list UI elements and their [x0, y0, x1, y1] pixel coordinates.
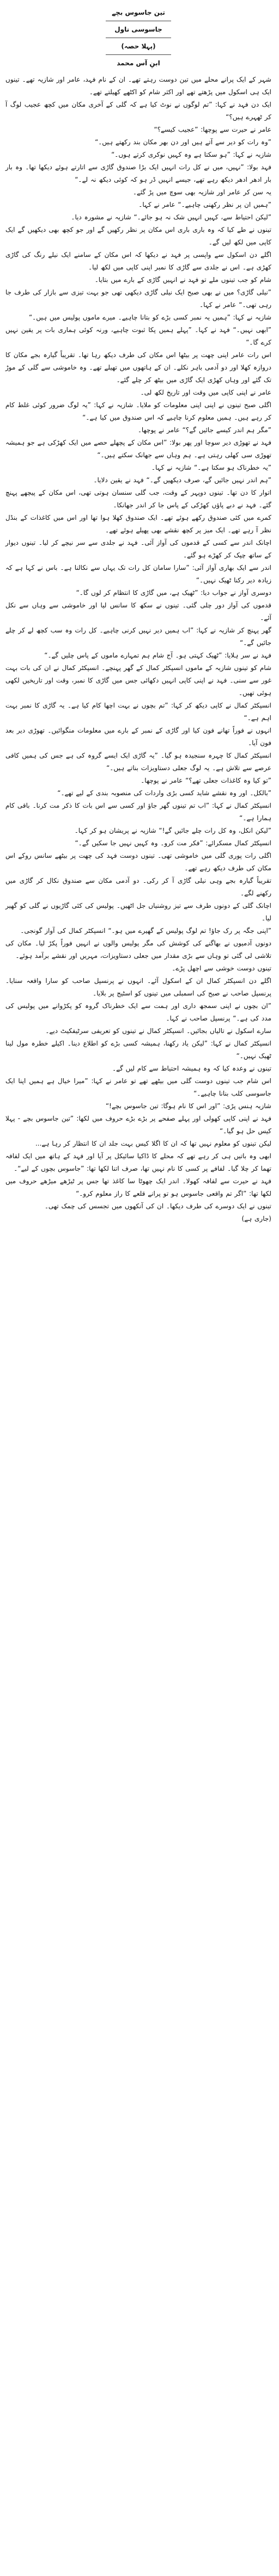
- story-paragraph: شام کو جب تینوں ملے تو فہد نے انہیں گاڑی کے بارے میں بتایا۔: [94, 276, 271, 284]
- story-part: (پہلا حصہ): [121, 42, 156, 50]
- story-header: [5, 8, 271, 68]
- story-paragraph: کمرے میں کئی صندوق رکھے ہوئے تھے۔ ایک صندوق کھلا ہوا تھا اور اس میں کاغذات کے بنڈل نظر آ رہے تھے۔ ایک میز پر کچھ نقشے بھی پھیلے ہوئے تھے۔: [5, 514, 271, 534]
- story-paragraph: انسپکٹر کمال نے کہا: ”اب تم تینوں گھر جاؤ اور کسی سے اس بات کا ذکر مت کرنا۔ باقی کام ہمارا ہے۔“: [5, 802, 271, 822]
- story-paragraph: شازیہ نے کہا: ”ہمیں یہ نمبر کسی بڑے کو بتانا چاہیے۔ میرے ماموں پولیس میں ہیں۔“: [28, 313, 271, 321]
- story-body: [5, 73, 271, 1225]
- story-paragraph: اس شام جب تینوں دوست گلی میں بیٹھے تھے تو عامر نے کہا: ”میرا خیال ہے ہمیں اپنا ایک جاسوسی کلب بنانا چاہیے۔“: [5, 1077, 271, 1097]
- story-paragraph: ”لیکن انکل، وہ کل رات چلے جائیں گے!“ شازیہ نے پریشان ہو کر کہا۔: [74, 827, 271, 834]
- story-paragraph: انسپکٹر کمال نے کہا: ”لیکن یاد رکھنا، ہمیشہ کسی بڑے کو اطلاع دینا۔ اکیلے خطرہ مول لینا ٹھیک نہیں۔“: [5, 1040, 271, 1060]
- story-paragraph: شازیہ ہنس پڑی: ”اور اس کا نام ہوگا: تین جاسوس بچے!“: [105, 1102, 271, 1110]
- story-paragraph: یہ سن کر عامر اور شازیہ بھی سوچ میں پڑ گئے۔: [132, 188, 271, 196]
- story-paragraph: (جاری ہے): [241, 1215, 271, 1222]
- story-paragraph: فہد نے اپنی کاپی کھولی اور پہلے صفحے پر بڑے بڑے حروف میں لکھا: ”تین جاسوس بچے - پہلا کیس حل ہو گیا۔“: [5, 1115, 271, 1135]
- story-paragraph: تینوں نے طے کیا کہ وہ باری باری اس مکان پر نظر رکھیں گے اور جو کچھ بھی دیکھیں گے ایک کاپی میں لکھ لیں گے۔: [5, 226, 271, 246]
- story-paragraph: شام کو تینوں شازیہ کے ماموں انسپکٹر کمال کے گھر پہنچے۔ انسپکٹر کمال نے ان کی بات بہت غور سے سنی۔ فہد نے اپنی کاپی انہیں دکھائی جس میں گاڑی کا نمبر، وقت اور تاریخیں لکھی ہوئی تھیں۔: [5, 664, 271, 697]
- story-paragraph: اچانک اندر سے کسی کے قدموں کی آواز آئی۔ فہد نے جلدی سے سر نیچے کر لیا۔ تینوں دیوار کے ساتھ چپک کر کھڑے ہو گئے۔: [5, 539, 271, 559]
- story-paragraph: لیکن تینوں کو معلوم نہیں تھا کہ ان کا اگلا کیس بہت جلد ان کا انتظار کر رہا ہے...: [35, 1140, 271, 1147]
- story-paragraph: ”نیلی گاڑی؟ میں نے بھی صبح ایک نیلی گاڑی دیکھی تھی جو بہت تیزی سے بازار کی طرف جا رہی تھی۔“ عامر نے کہا۔: [5, 288, 271, 309]
- story-author: ابنِ آس محمد: [117, 59, 160, 67]
- story-paragraph: تقریباً گیارہ بجے وہی نیلی گاڑی آ کر رکی۔ دو آدمی مکان سے صندوق نکال کر گاڑی میں رکھنے لگے۔: [5, 877, 271, 897]
- story-paragraph: اگلے دن انسپکٹر کمال ان کے اسکول آئے۔ انہوں نے پرنسپل صاحب کو سارا واقعہ سنایا۔ پرنسپل صاحب نے صبح کی اسمبلی میں تینوں کو اسٹیج پر بلایا۔: [5, 977, 271, 997]
- header-divider: [106, 54, 171, 55]
- story-paragraph: ابھی وہ باتیں ہی کر رہے تھے کہ محلے کا ڈاکیا سائیکل پر آیا اور فہد کے ہاتھ میں ایک لفافہ تھما کر چلا گیا۔ لفافے پر کسی کا نام نہیں تھا، صرف اتنا لکھا تھا: ”جاسوس بچوں کے لیے“۔: [5, 1152, 271, 1172]
- story-paragraph: دوسری آواز نے جواب دیا: ”ٹھیک ہے، میں گاڑی کا انتظام کر لوں گا۔“: [76, 589, 271, 597]
- story-paragraph: قدموں کی آواز دور چلی گئی۔ تینوں نے سکھ کا سانس لیا اور خاموشی سے وہاں سے نکل آئے۔: [5, 601, 271, 622]
- story-paragraph: ”ہم اندر نہیں جائیں گے، صرف دیکھیں گے۔“ فہد نے یقین دلایا۔: [93, 476, 271, 484]
- story-paragraph: ایک دن فہد نے کہا: ”تم لوگوں نے نوٹ کیا ہے کہ گلی کے آخری مکان میں کچھ عجیب لوگ آ کر ٹھہرے ہیں؟“: [5, 101, 271, 121]
- story-paragraph: انسپکٹر کمال کا چہرہ سنجیدہ ہو گیا۔ ”یہ گاڑی ایک ایسے گروہ کی ہے جس کی ہمیں کافی عرصے سے تلاش ہے۔ یہ لوگ جعلی دستاویزات بناتے ہیں۔“: [5, 752, 271, 772]
- story-paragraph: ”ہمیں ان پر نظر رکھنی چاہیے۔“ عامر نے کہا۔: [138, 201, 271, 208]
- story-paragraph: دونوں آدمیوں نے بھاگنے کی کوشش کی مگر پولیس والوں نے انہیں فوراً پکڑ لیا۔ مکان کی تلاشی لی گئی تو وہاں سے بڑی مقدار میں جعلی دستاویزات، مہریں اور نقشے برآمد ہوئے۔: [5, 939, 271, 960]
- story-paragraph: انسپکٹر کمال نے کاپی دیکھ کر کہا: ”تم بچوں نے بہت اچھا کام کیا ہے۔ یہ گاڑی کا نمبر بہت اہم ہے۔“: [5, 702, 271, 722]
- story-paragraph: اتوار کا دن تھا۔ تینوں دوپہر کے وقت، جب گلی سنسان ہوتی تھی، اس مکان کے پیچھے پہنچ گئے۔ فہد نے دبے پاؤں کھڑکی کے پاس جا کر اندر جھانکا۔: [5, 489, 271, 509]
- story-paragraph: شازیہ نے کہا: ”ہو سکتا ہے وہ کہیں نوکری کرتے ہوں۔“: [111, 151, 271, 158]
- story-paragraph: اگلے دن اسکول سے واپسی پر فہد نے دیکھا کہ اس مکان کے سامنے ایک نیلے رنگ کی گاڑی کھڑی ہے۔ اس نے جلدی سے گاڑی کا نمبر اپنی کاپی میں لکھ لیا۔: [5, 251, 271, 271]
- story-paragraph: اچانک گلی کے دونوں طرف سے تیز روشنیاں جل اٹھیں۔ پولیس کی کئی گاڑیوں نے گلی کو گھیر لیا۔: [5, 902, 271, 922]
- story-paragraph: ”مگر ہم اندر کیسے جائیں گے؟“ عامر نے پوچھا۔: [137, 426, 271, 434]
- story-title: تین جاسوس بچے: [112, 9, 165, 16]
- story-paragraph: فہد بولا: ”نہیں، میں نے کل رات انہیں ایک بڑا صندوق گاڑی سے اتارتے ہوئے دیکھا تھا۔ وہ بار بار ادھر ادھر دیکھ رہے تھے، جیسے انہیں ڈر ہو کہ کوئی دیکھ نہ لے۔“: [5, 163, 271, 183]
- story-paragraph: ”وہ رات کو دیر سے آتے ہیں اور دن بھر مکان بند رکھتے ہیں۔“: [95, 138, 271, 146]
- story-paragraph: ”بالکل۔ اور وہ نقشے شاید کسی بڑی واردات کی منصوبہ بندی کے لیے تھے۔“: [57, 789, 271, 797]
- story-paragraph: شہر کے ایک پرانے محلے میں تین دوست رہتے تھے۔ ان کے نام فہد، عامر اور شازیہ تھے۔ تینوں ایک ہی اسکول میں پڑھتے تھے اور اکثر شام کو اکٹھے کھیلتے تھے۔: [5, 76, 271, 96]
- story-paragraph: فہد نے تھوڑی دیر سوچا اور پھر بولا: ”اس مکان کے پچھلے حصے میں ایک کھڑکی ہے جو ہمیشہ تھوڑی سی کھلی رہتی ہے۔ ہم وہاں سے جھانک سکتے ہیں۔“: [5, 439, 271, 459]
- story-paragraph: تینوں نے وعدہ کیا کہ وہ ہمیشہ احتیاط سے کام لیں گے۔: [112, 1065, 271, 1072]
- story-paragraph: عامر نے اپنی کاپی میں وقت اور تاریخ لکھ لی۔: [140, 389, 271, 396]
- story-paragraph: عامر نے حیرت سے پوچھا: ”عجیب کیسے؟“: [154, 126, 271, 133]
- story-paragraph: اس رات عامر اپنی چھت پر بیٹھا اس مکان کی طرف دیکھ رہا تھا۔ تقریباً گیارہ بجے مکان کا دروازہ کھلا اور دو آدمی باہر نکلے۔ ان کے ہاتھوں میں تھیلے تھے۔ وہ خاموشی سے گلی کے موڑ تک گئے اور وہاں کھڑی ایک گاڑی میں بیٹھ کر چلے گئے۔: [5, 351, 271, 384]
- story-paragraph: اگلی صبح تینوں نے اپنی اپنی معلومات کو ملایا۔ شازیہ نے کہا: ”یہ لوگ ضرور کوئی غلط کام کر رہے ہیں۔ ہمیں معلوم کرنا چاہیے کہ اس صندوق میں کیا ہے۔“: [5, 401, 271, 421]
- story-series: جاسوسی ناول: [114, 26, 162, 33]
- story-paragraph: ”ان بچوں نے اپنی سمجھ داری اور ہمت سے ایک خطرناک گروہ کو پکڑوانے میں پولیس کی مدد کی ہے۔“ پرنسپل صاحب نے کہا۔: [5, 1002, 271, 1022]
- story-paragraph: اندر سے ایک بھاری آواز آئی: ”سارا سامان کل رات تک یہاں سے نکالنا ہے۔ باس نے کہا ہے کہ زیادہ دیر رکنا ٹھیک نہیں۔“: [5, 564, 271, 584]
- story-paragraph: ”لیکن احتیاط سے، کہیں انہیں شک نہ ہو جائے۔“ شازیہ نے مشورہ دیا۔: [71, 213, 271, 221]
- story-paragraph: سارے اسکول نے تالیاں بجائیں۔ انسپکٹر کمال نے تینوں کو تعریفی سرٹیفکیٹ دیے۔: [45, 1027, 271, 1035]
- story-paragraph: ”تو کیا وہ کاغذات جعلی تھے؟“ عامر نے پوچھا۔: [141, 777, 271, 784]
- story-paragraph: ”ابھی نہیں۔“ فہد نے کہا۔ ”پہلے ہمیں پکا ثبوت چاہیے، ورنہ کوئی ہماری بات پر یقین نہیں کرے گا۔“: [5, 326, 271, 346]
- story-paragraph: تینوں نے ایک دوسرے کی طرف دیکھا۔ ان کی آنکھوں میں تجسس کی چمک تھی۔: [44, 1202, 271, 1210]
- story-paragraph: گھر پہنچ کر شازیہ نے کہا: ”اب ہمیں دیر نہیں کرنی چاہیے۔ کل رات وہ سب کچھ لے کر چلے جائیں گے۔“: [5, 626, 271, 647]
- story-paragraph: انہوں نے فوراً تھانے فون کیا اور گاڑی کے نمبر کے بارے میں معلومات منگوائیں۔ تھوڑی دیر بعد فون آیا۔: [5, 727, 271, 747]
- story-paragraph: انسپکٹر کمال مسکرائے: ”فکر مت کرو۔ وہ کہیں نہیں جا سکیں گے۔“: [75, 839, 271, 847]
- story-paragraph: تینوں دوست خوشی سے اچھل پڑے۔: [172, 964, 271, 972]
- story-paragraph: ”یہ خطرناک ہو سکتا ہے۔“ شازیہ نے کہا۔: [151, 464, 271, 471]
- story-paragraph: ”اپنی جگہ پر رک جاؤ! تم لوگ پولیس کے گھیرے میں ہو۔“ انسپکٹر کمال کی آواز گونجی۔: [20, 927, 271, 935]
- story-paragraph: فہد نے سر ہلایا: ”ٹھیک کہتی ہو۔ آج شام ہم تمہارے ماموں کے پاس چلیں گے۔“: [44, 651, 271, 659]
- story-paragraph: فہد نے حیرت سے لفافہ کھولا۔ اندر ایک چھوٹا سا کاغذ تھا جس پر ٹیڑھے میڑھے حروف میں لکھا تھا: ”اگر تم واقعی جاسوس ہو تو پرانے قلعے کا راز معلوم کرو۔“: [5, 1177, 271, 1197]
- story-paragraph: اگلی رات پوری گلی میں خاموشی تھی۔ تینوں دوست فہد کی چھت پر بیٹھے سانس روکے اس مکان کی طرف دیکھ رہے تھے۔: [5, 852, 271, 872]
